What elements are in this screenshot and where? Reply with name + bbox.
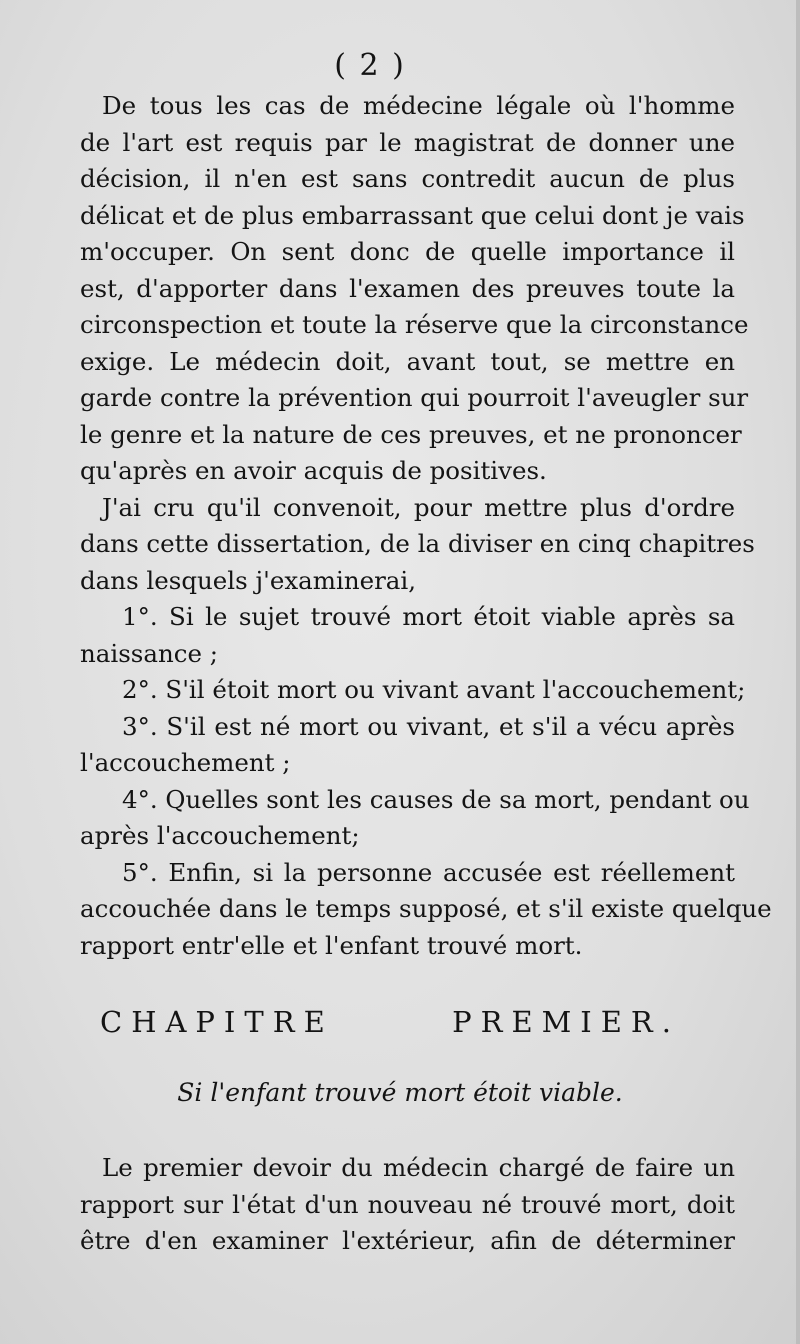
body-text <box>80 88 772 964</box>
list-item-5-cont: accouchée dans le temps supposé, et s'il existe quelque <box>80 894 772 923</box>
page-edge <box>796 0 800 1344</box>
text-line: délicat et de plus embarrassant que celui dont je vais <box>80 200 745 230</box>
list-item-3: 3°. S'il est né mort ou vivant, et s'il a vécu après <box>122 711 735 741</box>
text-line: être d'en examiner l'extérieur, afin de déterminer <box>80 1226 735 1255</box>
list-item-3-cont: l'accouchement ; <box>80 748 291 777</box>
list-item-5: 5°. Enfin, si la personne accusée est réellement <box>122 857 735 887</box>
body-text-continued <box>80 1150 735 1260</box>
text-line: exige. Le médecin doit, avant tout, se mettre en <box>80 346 735 376</box>
text-line: rapport sur l'état d'un nouveau né trouvé mort, doit <box>80 1189 735 1219</box>
chapter-subtitle: Si l'enfant trouvé mort étoit viable. <box>177 1078 623 1107</box>
page-number: ( 2 ) <box>334 48 406 83</box>
text-line: décision, il n'en est sans contredit aucun de plus <box>80 164 735 193</box>
text-line: de l'art est requis par le magistrat de donner une <box>80 127 735 157</box>
text-line: J'ai cru qu'il convenoit, pour mettre plus d'ordre <box>102 492 735 522</box>
text-line: De tous les cas de médecine légale où l'homme <box>102 91 735 120</box>
text-line: garde contre la prévention qui pourroit l'aveugler sur <box>80 383 749 412</box>
chapter-heading: CHAPITRE PREMIER. <box>100 1005 680 1039</box>
text-line: Le premier devoir du médecin chargé de faire un <box>102 1153 735 1182</box>
list-item-2: 2°. S'il étoit mort ou vivant avant l'accouchement; <box>122 675 746 704</box>
list-item-4-cont: après l'accouchement; <box>80 821 360 850</box>
text-line: m'occuper. On sent donc de quelle importance il <box>80 237 735 266</box>
list-item-1: 1°. Si le sujet trouvé mort étoit viable après sa <box>122 602 735 631</box>
list-item-5-cont: rapport entr'elle et l'enfant trouvé mort. <box>80 930 583 960</box>
list-item-1-cont: naissance ; <box>80 638 219 668</box>
text-line: dans lesquels j'examinerai, <box>80 565 417 595</box>
text-line: le genre et la nature de ces preuves, et ne prononcer <box>80 419 742 449</box>
text-line: qu'après en avoir acquis de positives. <box>80 456 547 485</box>
text-line: est, d'apporter dans l'examen des preuves toute la <box>80 273 735 303</box>
list-item-4: 4°. Quelles sont les causes de sa mort, pendant ou <box>122 784 750 814</box>
text-line: circonspection et toute la réserve que la circonstance <box>80 310 749 339</box>
text-line: dans cette dissertation, de la diviser en cinq chapitres <box>80 529 755 558</box>
